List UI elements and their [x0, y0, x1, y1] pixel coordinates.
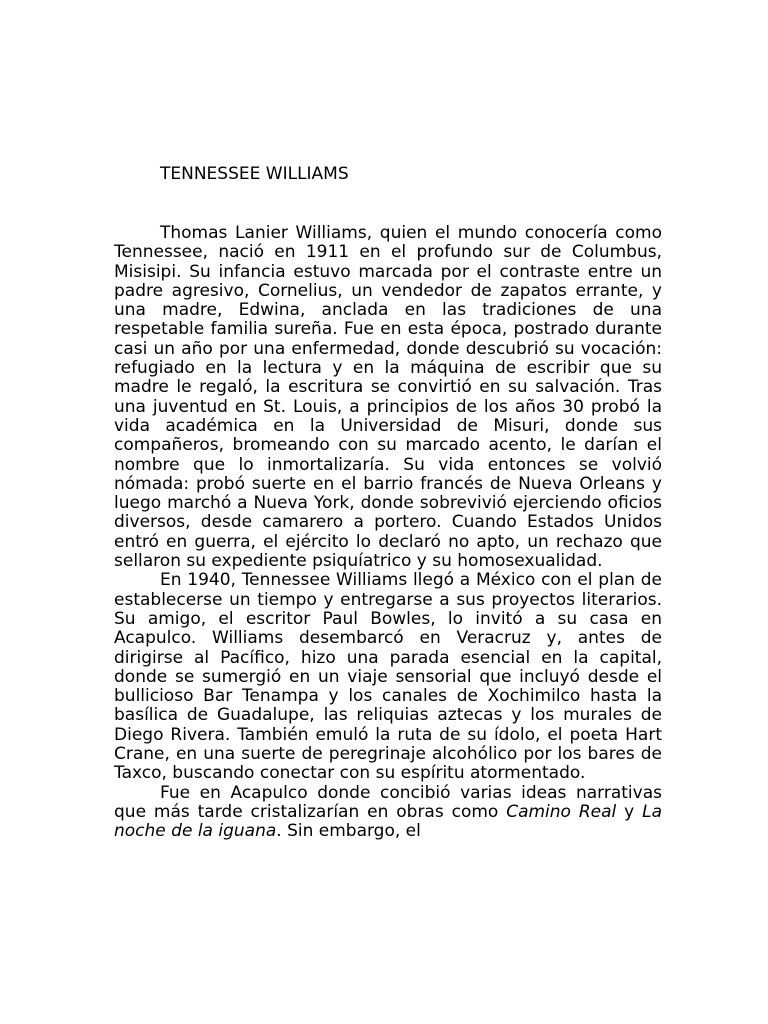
paragraph-acapulco [114, 784, 662, 842]
document-body [114, 224, 662, 842]
paragraph-biography: Thomas Lanier Williams, quien el mundo conocería como Tennessee, nació en 1911 en el profundo sur de Columbus, Misisipi. Su infancia estuvo marcada por el contraste entre un padre agresivo, Cornelius, un vendedor de zapatos errante, y una madre, Edwina, anclada en las tradiciones de una respetable familia sureña. Fue en esta época, postrado durante casi un año por una enfermedad, donde descubrió su vocación: refugiado en la lectura y en la máquina de escribir que su madre le regaló, la escritura se convirtió en su salvación. Tras una juventud en St. Louis, a principios de los años 30 probó la vida académica en la Universidad de Misuri, donde sus compañeros, bromeando con su marcado acento, le darían el nombre que lo inmortalizaría. Su vida entonces se volvió nómada: probó suerte en el barrio francés de Nueva Orleans y luego marchó a Nueva York, donde sobrevivió ejerciendo oficios diversos, desde camarero a portero. Cuando Estados Unidos entró en guerra, el ejército lo declaró no apto, un rechazo que sellaron su expediente psiquíatrico y su homosexualidad. [114, 223, 662, 572]
paragraph-acapulco-tail: . Sin embargo, el [276, 821, 421, 842]
paragraph-acapulco-conjunction: y [616, 801, 643, 822]
document-title: TENNESSEE WILLIAMS [160, 164, 349, 184]
work-title-la-noche-de-la-iguana: La noche de la iguana [114, 801, 662, 842]
paragraph-acapulco-lead: Fue en Acapulco donde concibió varias ideas narrativas que más tarde cristalizarían en obras como [114, 782, 662, 822]
work-title-camino-real: Camino Real [506, 801, 617, 822]
paragraph-mexico-trip: En 1940, Tennessee Williams llegó a México con el plan de establecerse un tiempo y entregarse a sus proyectos literarios. Su amigo, el escritor Paul Bowles, lo invitó a su casa en Acapulco. Williams desembarcó en Veracruz y, antes de dirigirse al Pacífico, hizo una parada esencial en la capital, donde se sumergió en un viaje sensorial que incluyó desde el bullicioso Bar Tenampa y los canales de Xochimilco hasta la basílica de Guadalupe, las reliquias aztecas y los murales de Diego Rivera. También emuló la ruta de su ídolo, el poeta Hart Crane, en una suerte de peregrinaje alcohólico por los bares de Taxco, buscando conectar con su espíritu atormentado. [114, 570, 662, 784]
